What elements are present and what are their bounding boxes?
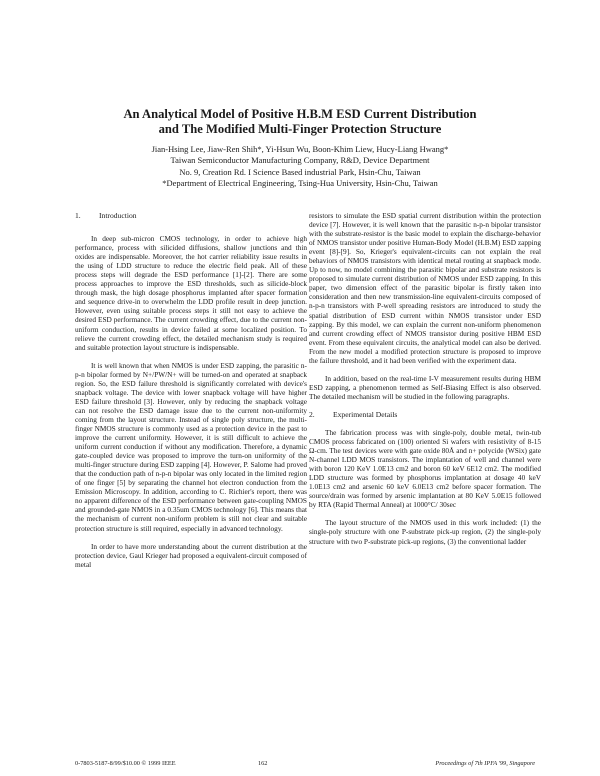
- section-title: Introduction: [99, 211, 137, 220]
- author-block: [60, 144, 540, 189]
- title-line-1: An Analytical Model of Positive H.B.M ESD Current Distribution: [123, 107, 477, 121]
- paper-title: [60, 107, 540, 137]
- proceedings-citation: Proceedings of 7th IPFA '99, Singapore: [435, 760, 535, 767]
- body-paragraph: The layout structure of the NMOS used in this work included: (1) the single-poly structure with one P-substrate pick-up region, (2) the single-poly structure with two P-substrate pick-up regions, (3) the conventional ladder: [309, 518, 541, 546]
- body-paragraph: The fabrication process was with single-poly, double metal, twin-tub CMOS process fabricated on (100) oriented Si wafers with resistivity of 8-15 Ω-cm. The test devices were with gate oxide 80Å and n+ polycide (WSix) gate N-channel LDD MOS transistors. The implantation of well and channel were with boron 120 KeV 1.0E13 cm2 and boron 60 keV 6E12 cm2. The modified LDD structure was formed by phosphorus implantation at dosage 40 keV 1.0E13 cm2 and arsenic 60 keV 6.0E13 cm2 before spacer formation. The source/drain was formed by arsenic implantation at 80 KeV 5.0E15 followed by RTA (Rapid Thermal Anneal) at 1000°C/ 30sec: [309, 427, 541, 510]
- affiliation-3: *Department of Electrical Engineering, Tsing-Hua University, Hsin-Chu, Taiwan: [162, 177, 438, 188]
- title-line-2: and The Modified Multi-Finger Protection Structure: [158, 122, 442, 136]
- section-heading-introduction: [75, 211, 307, 220]
- right-column: [309, 211, 541, 555]
- affiliation-1: Taiwan Semiconductor Manufacturing Company, R&D, Device Department: [170, 155, 430, 166]
- copyright-notice: 0-7803-5187-8/99/$10.00 © 1999 IEEE: [75, 760, 176, 767]
- body-paragraph: In order to have more understanding about the current distribution at the protection device, Gaul Krieger had proposed a equivalent-circuit composed of metal: [75, 541, 307, 569]
- body-paragraph: resistors to simulate the ESD spatial current distribution within the protection device [7]. However, it is well known that the parasitic n-p-n bipolar transistor with the substrate-resistor is the basic model to explain the discharge-behavior of NMOS transistor under positive Human-Body Model (H.B.M) ESD zapping event [8]-[9]. So, Krieger's equivalent-circuits can not explain the real behaviors of NMOS transistors with identical metal routing at snapback mode. Up to now, no model combining the parasitic bipolar and substrate resistors is proposed to simulate current distribution of NMOS under ESD zapping. In this paper, two dimension effect of the parasitic bipolar is firstly taken into consideration and then new transmission-line equivalent-circuits composed of n-p-n transistors with P-well spreading resistors are introduced to study the spatial distribution of ESD current within NMOS transistor under ESD zapping. By this model, we can explain the current non-uniform phenomenon and current crowding effect of NMOS transistor during positive HBM ESD event. From these equivalent circuits, the analytical model can also be derived. From the new model a modified protection structure is proposed to improve the failure threshold, and it had been verified with the experiment data.: [309, 211, 541, 365]
- page-number: 162: [258, 760, 268, 767]
- section-heading-experimental: [309, 410, 541, 419]
- section-title: Experimental Details: [333, 409, 398, 419]
- body-paragraph: In deep sub-micron CMOS technology, in order to achieve high performance, process with silicided diffusions, shallow junctions and thin oxides are indispensable. Moreover, the hot carrier reliability issue results in the using of LDD structure to reduce the electric field peak. All of these process steps will degrade the ESD performance [1]-[2]. There are some process approaches to improve the ESD thresholds, such as silicide-block through mask, the high dosage phosphorus implanted after spacer formation and sequence drive-in to overwhelm the LDD profile result in deep junction. However, even using suitable process steps it still not easy to achieve the desired ESD performance. The current crowding effect, due to the current non-uniform conduction, results in device failed at some localized position. To relieve the current crowding effect, the detailed mechanism study is required and suitable protection layout structure is indispensable.: [75, 234, 307, 352]
- affiliation-2: No. 9, Creation Rd. I Science Based industrial Park, Hsin-Chu, Taiwan: [179, 166, 421, 177]
- left-column: [75, 211, 307, 578]
- body-paragraph: It is well known that when NMOS is under ESD zapping, the parasitic n-p-n bipolar formed by N+/PW/N+ will be turned-on and operated at snapback region. So, the ESD failure threshold is significantly correlated with device's snapback voltage. The device with lower snapback voltage will have higher ESD failure threshold [3]. However, only by reducing the snapback voltage can not resolve the ESD damage issue due to the current non-uniformity coming from the layout structure. Instead of single poly structure, the multi-finger NMOS structure is commonly used as a protection device in the past to improve the current uniformity. However, it is still difficult to achieve the uniform current conduction if without any modification. Therefore, a dynamic gate-coupled device was proposed to improve the turn-on uniformity of the multi-finger structure during ESD zapping [4]. However, P. Salome had proved that the conduction path of n-p-n bipolar was only located in the limited region of one finger [5] by separating the channel hot electron conduction from the Emission Microscopy. In addition, according to C. Richier's report, there was no apparent difference of the ESD performance between gate-coupling NMOS and grounded-gate NMOS in a 0.35um CMOS technology [6]. This means that the mechanism of current non-uniform problem is still not clear and suitable protection structure is still required, especially in advanced technology.: [75, 360, 307, 533]
- section-number: 1.: [75, 211, 81, 220]
- author-list: Jian-Hsing Lee, Jiaw-Ren Shih*, Yi-Hsun Wu, Boon-Khim Liew, Hucy-Liang Hwang*: [151, 144, 449, 154]
- section-number: 2.: [309, 409, 315, 419]
- body-paragraph: In addition, based on the real-time I-V measurement results during HBM ESD zapping, a phenomenon termed as Self-Biasing Effect is also observed. The detailed mechanism will be studied in the following paragraphs.: [309, 373, 541, 401]
